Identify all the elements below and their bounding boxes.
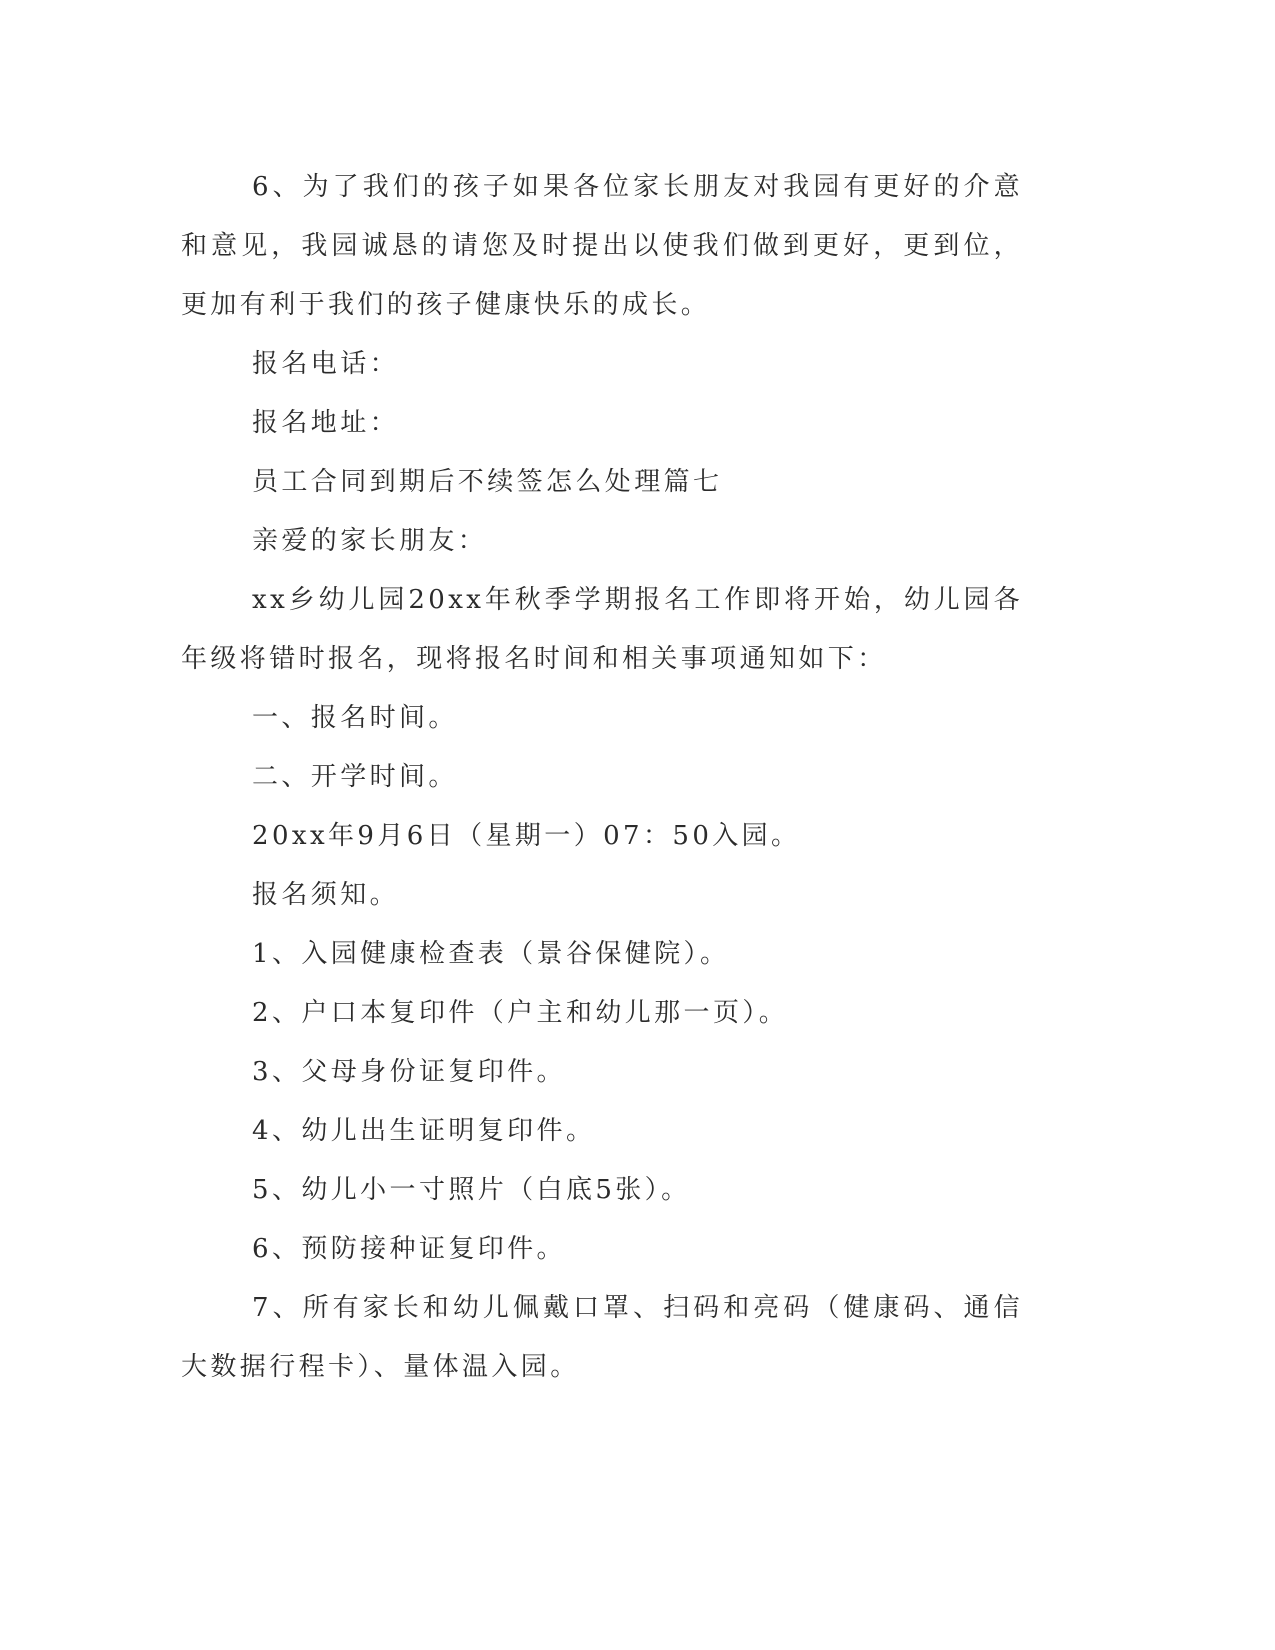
list-item-parent-id: 3、父母身份证复印件。 xyxy=(252,1057,566,1087)
paragraph-registration-phone: 报名电话： xyxy=(252,349,400,379)
paragraph-start-date: 20xx年9月6日（星期一）07：50入园。 xyxy=(252,821,801,851)
list-item-health-check: 1、入园健康检查表（景谷保健院）。 xyxy=(252,939,730,969)
paragraph-registration-address: 报名地址： xyxy=(252,408,400,438)
list-item-household-register: 2、户口本复印件（户主和幼儿那一页）。 xyxy=(252,998,789,1028)
paragraph-registration-time: 一、报名时间。 xyxy=(252,703,458,733)
list-item-photos: 5、幼儿小一寸照片（白底5张）。 xyxy=(252,1175,691,1205)
section-heading: 员工合同到期后不续签怎么处理篇七 xyxy=(252,467,723,497)
paragraph-registration-notes: 报名须知。 xyxy=(252,880,400,910)
list-item-vaccination: 6、预防接种证复印件。 xyxy=(252,1234,566,1264)
document-body xyxy=(181,158,1023,1397)
paragraph-notice-intro: xx乡幼儿园20xx年秋季学期报名工作即将开始，幼儿园各年级将错时报名，现将报名时间和相关事项通知如下： xyxy=(181,585,1023,674)
list-item-health-measures: 7、所有家长和幼儿佩戴口罩、扫码和亮码（健康码、通信大数据行程卡）、量体温入园。 xyxy=(181,1293,1023,1382)
paragraph-parent-suggestions: 6、为了我们的孩子如果各位家长朋友对我园有更好的介意和意见，我园诚恳的请您及时提出以使我们做到更好，更到位，更加有利于我们的孩子健康快乐的成长。 xyxy=(181,172,1023,320)
paragraph-school-start-time: 二、开学时间。 xyxy=(252,762,458,792)
list-item-birth-certificate: 4、幼儿出生证明复印件。 xyxy=(252,1116,596,1146)
paragraph-greeting: 亲爱的家长朋友： xyxy=(252,526,488,556)
